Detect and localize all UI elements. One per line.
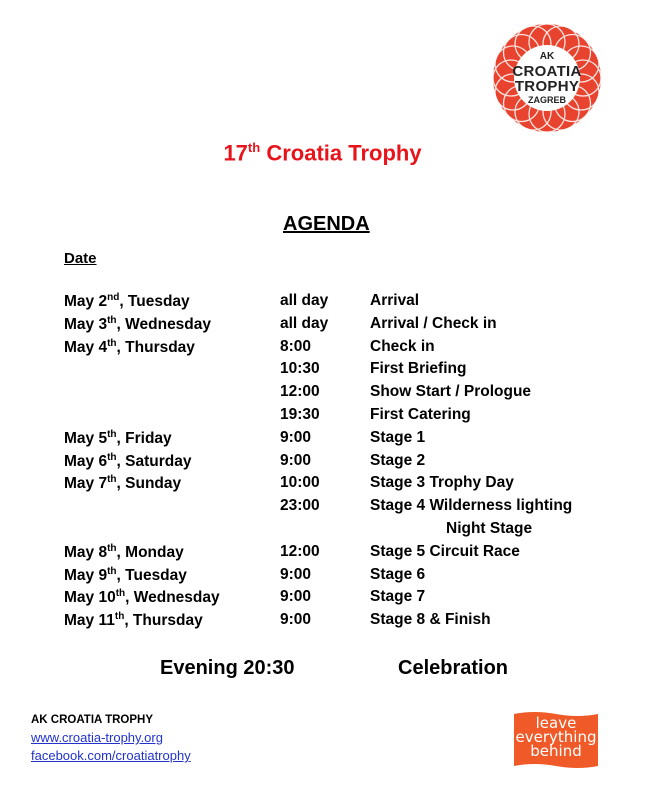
logo-text-ak: AK xyxy=(539,50,555,62)
row-date-day: May 2 xyxy=(64,293,108,311)
row-time: 9:00 xyxy=(280,428,312,446)
row-event: Stage 2 xyxy=(370,451,426,469)
row-date-day: May 5 xyxy=(64,429,108,447)
row-date-day: May 8 xyxy=(64,543,108,561)
croatia-trophy-logo xyxy=(491,22,603,134)
slogan-line-1: leave xyxy=(535,714,577,732)
row-event: Stage 5 Circuit Race xyxy=(370,542,520,560)
row-time: 10:00 xyxy=(280,474,320,492)
row-event: Arrival xyxy=(370,292,420,309)
row-date xyxy=(64,292,190,311)
row-date-ordinal: th xyxy=(107,451,117,463)
row-date-weekday: , Wednesday xyxy=(116,315,212,333)
row-date-day: May 10 xyxy=(64,589,116,607)
row-event: Night Stage xyxy=(446,519,533,537)
row-time: 12:00 xyxy=(280,542,320,560)
row-date-weekday: , Tuesday xyxy=(119,293,190,311)
row-time: 9:00 xyxy=(280,565,312,583)
row-date-day: May 4 xyxy=(64,338,108,356)
row-date-ordinal: th xyxy=(114,611,125,623)
row-date-ordinal: th xyxy=(107,428,117,440)
row-time: 9:00 xyxy=(280,588,312,606)
row-date-weekday: , Sunday xyxy=(116,475,182,493)
row-date xyxy=(64,315,211,334)
row-date-weekday: , Thursday xyxy=(116,338,195,356)
row-event: Stage 8 & Finish xyxy=(370,611,491,629)
row-date-weekday: , Thursday xyxy=(124,612,203,630)
row-date-ordinal: th xyxy=(107,314,117,326)
row-date-day: May 6 xyxy=(64,452,108,470)
slogan-badge xyxy=(512,710,600,770)
row-date xyxy=(64,474,181,493)
row-date xyxy=(64,338,195,357)
row-date-ordinal: th xyxy=(107,337,117,349)
row-time: 10:30 xyxy=(280,360,320,378)
slogan-line-3: behind xyxy=(530,742,582,760)
row-date-ordinal: th xyxy=(107,474,117,486)
footer-org-name: AK CROATIA TROPHY xyxy=(31,714,154,726)
row-date xyxy=(64,566,187,585)
title-text: Croatia Trophy xyxy=(260,140,422,166)
row-date-day: May 7 xyxy=(64,475,108,493)
title-number: 17 xyxy=(223,140,248,166)
row-date xyxy=(64,543,184,562)
facebook-link[interactable]: facebook.com/croatiatrophy xyxy=(31,748,191,763)
slogan-line-2: everything xyxy=(515,728,597,746)
row-date-ordinal: nd xyxy=(107,292,120,303)
logo-text-croatia: CROATIA xyxy=(512,62,582,80)
row-time: all day xyxy=(280,314,329,332)
row-date xyxy=(64,611,203,630)
row-date-weekday: , Tuesday xyxy=(116,566,187,584)
title-ordinal: th xyxy=(247,140,261,155)
row-date xyxy=(64,429,172,448)
row-event: Stage 4 Wilderness lighting xyxy=(370,497,573,515)
row-event: Stage 6 xyxy=(370,565,426,583)
row-time: all day xyxy=(280,292,329,309)
row-event: Stage 7 xyxy=(370,588,426,606)
row-date-weekday: , Saturday xyxy=(116,452,192,470)
row-event: Stage 3 Trophy Day xyxy=(370,474,514,492)
row-event: Arrival / Check in xyxy=(370,314,497,332)
row-event: Stage 1 xyxy=(370,428,426,446)
footer-contact xyxy=(31,711,191,765)
row-time: 8:00 xyxy=(280,337,312,355)
agenda-heading: AGENDA xyxy=(283,213,370,235)
logo-text-zagreb: ZAGREB xyxy=(528,94,566,105)
row-date-weekday: , Wednesday xyxy=(125,589,220,607)
row-event: First Briefing xyxy=(370,360,467,378)
row-time: 23:00 xyxy=(280,497,320,515)
row-date-day: May 11 xyxy=(64,612,115,630)
date-column-heading: Date xyxy=(64,250,97,267)
row-event: First Catering xyxy=(370,405,471,423)
row-time: 12:00 xyxy=(280,383,320,401)
row-time: 19:30 xyxy=(280,405,320,423)
row-date-ordinal: th xyxy=(107,542,117,554)
row-time: 9:00 xyxy=(280,451,312,469)
row-date-ordinal: th xyxy=(107,565,117,577)
row-date-day: May 3 xyxy=(64,315,108,333)
website-link[interactable]: www.croatia-trophy.org xyxy=(31,730,163,745)
evening-event: Celebration xyxy=(398,657,509,679)
page-title xyxy=(0,140,645,166)
row-event: Show Start / Prologue xyxy=(370,383,532,401)
row-date xyxy=(64,588,220,607)
row-date xyxy=(64,452,192,471)
row-time: 9:00 xyxy=(280,611,312,629)
row-date-weekday: , Monday xyxy=(116,543,184,561)
row-date-weekday: , Friday xyxy=(116,429,172,447)
evening-time: Evening 20:30 xyxy=(160,657,295,679)
row-date-ordinal: th xyxy=(115,588,126,600)
row-date-day: May 9 xyxy=(64,566,108,584)
row-event: Check in xyxy=(370,337,435,355)
logo-text-trophy: TROPHY xyxy=(514,77,580,95)
